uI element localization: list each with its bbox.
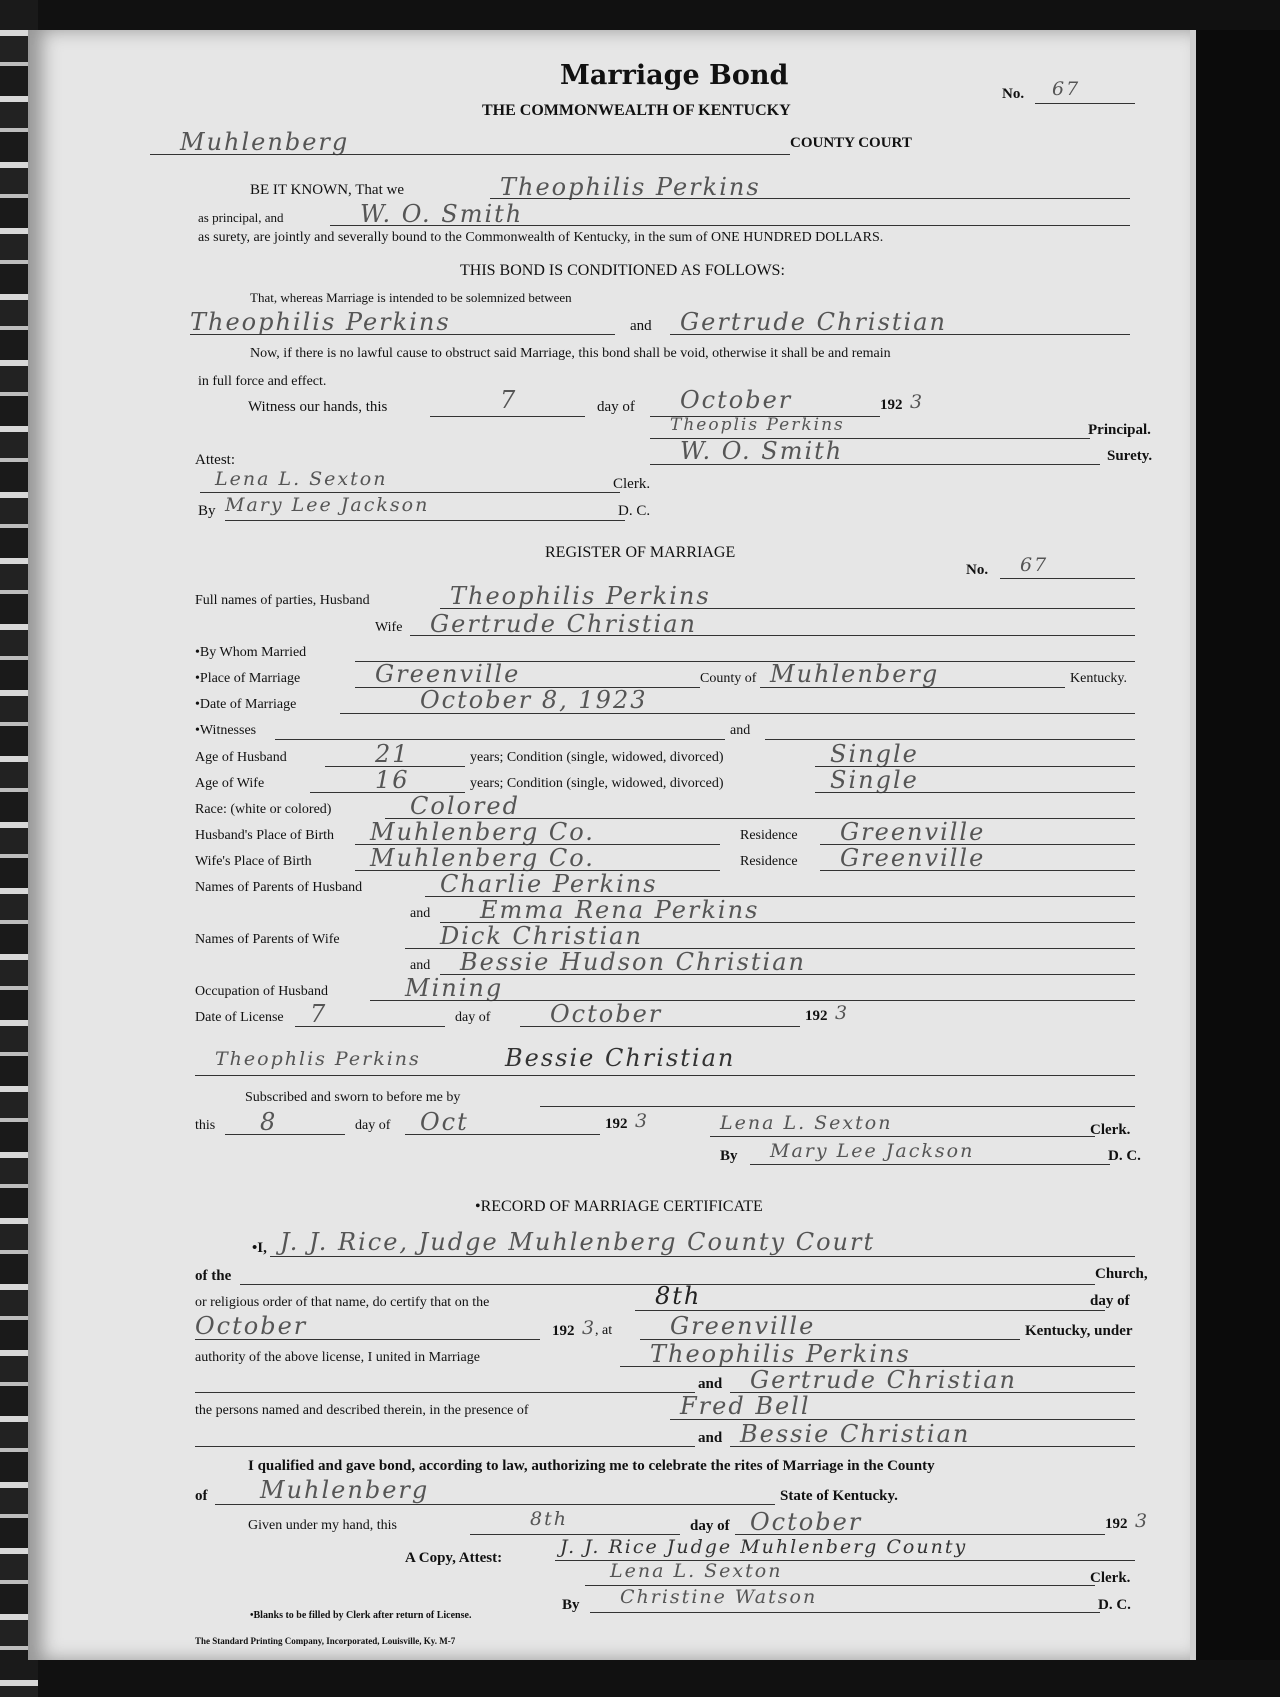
sworn-day-of: day of bbox=[355, 1118, 391, 1133]
footer-printer: The Standard Printing Company, Incorporated, Louisville, Ky. M-7 bbox=[195, 1636, 456, 1646]
register-heading: REGISTER OF MARRIAGE bbox=[545, 544, 736, 561]
parents-wife-and: and bbox=[410, 958, 431, 973]
date-marriage-value: October 8, 1923 bbox=[420, 686, 648, 714]
wife-residence-line bbox=[820, 870, 1135, 871]
cert-given-year-digit: 3 bbox=[1135, 1510, 1150, 1532]
register-dc-label: D. C. bbox=[1108, 1148, 1141, 1164]
register-no-label: No. bbox=[966, 562, 989, 578]
attest-label: Attest: bbox=[195, 452, 235, 468]
witnesses-line1 bbox=[275, 739, 725, 740]
register-dc-line bbox=[750, 1164, 1110, 1165]
license-day-line bbox=[295, 1026, 445, 1027]
race-label: Race: (white or colored) bbox=[195, 802, 332, 817]
cert-by-label: By bbox=[562, 1597, 580, 1613]
register-dc-signature: Mary Lee Jackson bbox=[770, 1140, 975, 1162]
parents-husband-label: Names of Parents of Husband bbox=[195, 880, 363, 895]
occupation-line bbox=[370, 1000, 1135, 1001]
sworn-this-label: this bbox=[195, 1118, 216, 1133]
cert-dc-line bbox=[590, 1612, 1100, 1613]
age-wife-label: Age of Wife bbox=[195, 776, 265, 791]
cert-dc-label: D. C. bbox=[1098, 1597, 1131, 1613]
cert-authority-text: authority of the above license, I united in Marriage bbox=[195, 1350, 480, 1365]
witness-year-prefix: 192 bbox=[880, 397, 903, 413]
bond-party1: Theophilis Perkins bbox=[190, 308, 451, 336]
parents-husband-and: and bbox=[410, 906, 431, 921]
sworn-month-line bbox=[405, 1134, 600, 1135]
cert-witness2-line bbox=[730, 1446, 1135, 1447]
cert-presence-text: the persons named and described therein, in the presence of bbox=[195, 1403, 529, 1418]
age-wife-value: 16 bbox=[375, 766, 410, 794]
cert-day-line bbox=[635, 1310, 1105, 1311]
cert-place: Greenville bbox=[670, 1312, 816, 1340]
cert-month: October bbox=[195, 1312, 308, 1340]
cert-year-prefix: 192 bbox=[552, 1323, 575, 1339]
cert-officiant-line bbox=[270, 1256, 1135, 1257]
witness-label: Witness our hands, this bbox=[248, 399, 388, 415]
cert-blank-line2 bbox=[195, 1446, 695, 1447]
as-principal-label: as principal, and bbox=[198, 210, 284, 225]
county-register-line bbox=[760, 687, 1065, 688]
register-clerk-signature: Lena L. Sexton bbox=[720, 1112, 893, 1134]
witnesses-label: •Witnesses bbox=[195, 723, 257, 738]
now-if-line2: in full force and effect. bbox=[198, 374, 327, 389]
county-court-label: COUNTY COURT bbox=[790, 135, 912, 151]
register-no-line bbox=[1000, 578, 1135, 579]
sworn-day-line bbox=[225, 1134, 345, 1135]
parent-wife-1: Dick Christian bbox=[440, 922, 643, 950]
county-line bbox=[150, 154, 790, 155]
bond-no-label: No. bbox=[1002, 86, 1025, 102]
bond-dc-label: D. C. bbox=[618, 503, 651, 519]
cert-kentucky-under: Kentucky, under bbox=[1025, 1323, 1133, 1339]
cert-party1: Theophilis Perkins bbox=[650, 1340, 911, 1368]
bond-party2: Gertrude Christian bbox=[680, 308, 947, 336]
license-month: October bbox=[550, 1000, 663, 1028]
cert-i-label: •I, bbox=[252, 1240, 267, 1256]
principal-signature: Theoplis Perkins bbox=[670, 415, 845, 435]
bond-by-label: By bbox=[198, 503, 216, 519]
register-signature-2: Bessie Christian bbox=[505, 1044, 736, 1072]
age-husband-label: Age of Husband bbox=[195, 750, 287, 765]
now-if-line1: Now, if there is no lawful cause to obstruct said Marriage, this bond shall be void, otherwise it shall be and remain bbox=[250, 346, 891, 361]
cert-and-label-2: and bbox=[698, 1430, 723, 1446]
sworn-day: 8 bbox=[260, 1108, 278, 1136]
husband-line bbox=[440, 608, 1135, 609]
bond-clerk-label: Clerk. bbox=[613, 476, 651, 492]
sworn-year-digit: 3 bbox=[635, 1110, 650, 1132]
cert-given-day-line bbox=[470, 1534, 680, 1535]
cert-clerk-signature: Lena L. Sexton bbox=[610, 1560, 783, 1582]
wife-condition-line bbox=[815, 792, 1135, 793]
cert-state-label: State of Kentucky. bbox=[780, 1488, 898, 1504]
place-value: Greenville bbox=[375, 660, 521, 688]
race-value: Colored bbox=[410, 792, 520, 820]
official-signature: J. J. Rice Judge Muhlenberg County bbox=[560, 1536, 968, 1558]
whereas-text: That, whereas Marriage is intended to be solemnized between bbox=[250, 290, 572, 305]
husband-birth-label: Husband's Place of Birth bbox=[195, 828, 335, 843]
county-of-label: County of bbox=[700, 671, 757, 686]
cert-at-label: , at bbox=[595, 1323, 613, 1338]
cert-given-day-of: day of bbox=[690, 1518, 730, 1534]
license-year-prefix: 192 bbox=[805, 1008, 828, 1024]
surety-name: W. O. Smith bbox=[360, 200, 524, 228]
sworn-year-prefix: 192 bbox=[605, 1116, 628, 1132]
cert-witness2: Bessie Christian bbox=[740, 1420, 971, 1448]
husband-birth-value: Muhlenberg Co. bbox=[370, 818, 595, 846]
register-signature-line bbox=[195, 1075, 1135, 1076]
subscribed-line bbox=[540, 1106, 1135, 1107]
parent-husband-1: Charlie Perkins bbox=[440, 870, 658, 898]
wife-condition: Single bbox=[830, 766, 919, 794]
cert-dc-signature: Christine Watson bbox=[620, 1586, 818, 1608]
parent-wife-2-line bbox=[440, 974, 1135, 975]
register-signature-1: Theophlis Perkins bbox=[215, 1048, 421, 1070]
register-no-value: 67 bbox=[1020, 554, 1049, 576]
cert-given-year-prefix: 192 bbox=[1105, 1516, 1128, 1532]
principal-label: Principal. bbox=[1088, 422, 1151, 438]
witness-month: October bbox=[680, 386, 793, 414]
occupation-value: Mining bbox=[405, 974, 504, 1002]
surety-line bbox=[330, 225, 1130, 226]
cert-given-month: October bbox=[750, 1508, 863, 1536]
wife-residence-label: Residence bbox=[740, 854, 798, 869]
license-year-digit: 3 bbox=[835, 1002, 850, 1024]
date-marriage-label: •Date of Marriage bbox=[195, 697, 297, 712]
copy-attest-label: A Copy, Attest: bbox=[405, 1550, 503, 1566]
be-it-known-label: BE IT KNOWN, That we bbox=[250, 182, 404, 198]
bond-dc-signature: Mary Lee Jackson bbox=[225, 494, 430, 516]
bond-dc-line bbox=[225, 520, 625, 521]
conditioned-heading: THIS BOND IS CONDITIONED AS FOLLOWS: bbox=[460, 262, 785, 279]
cert-church-label: Church, bbox=[1095, 1266, 1148, 1282]
cert-blank-line1 bbox=[195, 1392, 695, 1393]
wife-birth-value: Muhlenberg Co. bbox=[370, 844, 595, 872]
bond-and-label: and bbox=[630, 318, 652, 334]
surety-signature: W. O. Smith bbox=[680, 437, 844, 465]
bond-party2-line bbox=[670, 334, 1130, 335]
witness-year-digit: 3 bbox=[910, 391, 925, 413]
principal-line bbox=[490, 198, 1130, 199]
full-names-label: Full names of parties, Husband bbox=[195, 593, 370, 608]
age-husband-value: 21 bbox=[375, 740, 410, 768]
license-month-line bbox=[520, 1026, 800, 1027]
by-whom-label: •By Whom Married bbox=[195, 645, 307, 660]
husband-residence-label: Residence bbox=[740, 828, 798, 843]
facing-page-edge bbox=[1190, 30, 1280, 1660]
wife-line bbox=[410, 635, 1135, 636]
place-label: •Place of Marriage bbox=[195, 671, 301, 686]
register-clerk-line bbox=[710, 1136, 1095, 1137]
cert-qualified-text: I qualified and gave bond, according to law, authorizing me to celebrate the rites of Marriage in the County bbox=[248, 1458, 935, 1474]
cert-day-of: day of bbox=[1090, 1293, 1130, 1309]
wife-residence-value: Greenville bbox=[840, 844, 986, 872]
witness-day: 7 bbox=[500, 386, 518, 414]
wife-label: Wife bbox=[375, 620, 403, 635]
wife-name: Gertrude Christian bbox=[430, 610, 697, 638]
witness-day-of: day of bbox=[597, 399, 635, 415]
bond-clerk-line bbox=[200, 492, 620, 493]
cert-party2: Gertrude Christian bbox=[750, 1366, 1017, 1394]
surety-label: Surety. bbox=[1107, 448, 1153, 464]
facing-page-sliver bbox=[1190, 30, 1196, 1660]
cert-officiant: J. J. Rice, Judge Muhlenberg County Court bbox=[280, 1228, 876, 1256]
surety-sig-line bbox=[650, 464, 1100, 465]
date-marriage-line bbox=[340, 713, 1135, 714]
license-day: 7 bbox=[310, 1000, 328, 1028]
kentucky-label: Kentucky. bbox=[1070, 671, 1128, 686]
bond-no-value: 67 bbox=[1052, 78, 1081, 100]
bond-clerk-signature: Lena L. Sexton bbox=[215, 468, 388, 490]
subscribed-label: Subscribed and sworn to before me by bbox=[245, 1090, 461, 1105]
cert-witness1: Fred Bell bbox=[680, 1392, 811, 1420]
cert-of-the-label: of the bbox=[195, 1268, 232, 1284]
husband-residence-value: Greenville bbox=[840, 818, 986, 846]
license-day-of: day of bbox=[455, 1010, 491, 1025]
register-clerk-label: Clerk. bbox=[1090, 1122, 1131, 1138]
cert-and-label: and bbox=[698, 1376, 723, 1392]
cert-county-line bbox=[215, 1504, 775, 1505]
parent-wife-2: Bessie Hudson Christian bbox=[460, 948, 806, 976]
witnesses-line2 bbox=[765, 739, 1135, 740]
certificate-heading: •RECORD OF MARRIAGE CERTIFICATE bbox=[475, 1198, 763, 1215]
cert-year-digit: 3 bbox=[582, 1317, 597, 1339]
cert-of-label: of bbox=[195, 1488, 208, 1504]
cert-county: Muhlenberg bbox=[260, 1476, 430, 1504]
parent-husband-2: Emma Rena Perkins bbox=[480, 896, 760, 924]
wife-birth-label: Wife's Place of Birth bbox=[195, 854, 312, 869]
cert-religious-text: or religious order of that name, do certify that on the bbox=[195, 1295, 490, 1310]
husband-name: Theophilis Perkins bbox=[450, 582, 711, 610]
cert-day: 8th bbox=[655, 1282, 702, 1310]
occupation-label: Occupation of Husband bbox=[195, 984, 328, 999]
register-by-label: By bbox=[720, 1148, 738, 1164]
cert-given-month-line bbox=[735, 1534, 1105, 1535]
surety-clause: as surety, are jointly and severally bound to the Commonwealth of Kentucky, in the sum of ONE HUNDRED DOLLARS. bbox=[198, 230, 884, 245]
principal-name: Theophilis Perkins bbox=[500, 173, 761, 201]
witnesses-and: and bbox=[730, 723, 751, 738]
county-value-register: Muhlenberg bbox=[770, 660, 940, 688]
sworn-month: Oct bbox=[420, 1108, 469, 1136]
cert-given-label: Given under my hand, this bbox=[248, 1518, 397, 1533]
document-title: Marriage Bond bbox=[560, 60, 789, 91]
cert-given-day: 8th bbox=[530, 1508, 568, 1530]
condition-wife-label: years; Condition (single, widowed, divorced) bbox=[470, 776, 724, 791]
parents-wife-label: Names of Parents of Wife bbox=[195, 932, 340, 947]
document-subtitle: THE COMMONWEALTH OF KENTUCKY bbox=[482, 102, 791, 119]
cert-month-line bbox=[195, 1339, 540, 1340]
bond-no-line bbox=[1035, 103, 1135, 104]
condition-husband-label: years; Condition (single, widowed, divorced) bbox=[470, 750, 724, 765]
witness-day-line bbox=[430, 416, 585, 417]
county-value: Muhlenberg bbox=[180, 128, 350, 156]
footer-note: •Blanks to be filled by Clerk after return of License. bbox=[250, 1610, 472, 1621]
bond-party1-line bbox=[190, 334, 615, 335]
cert-clerk-label: Clerk. bbox=[1090, 1570, 1131, 1586]
husband-condition: Single bbox=[830, 740, 919, 768]
document-page bbox=[28, 30, 1190, 1660]
license-label: Date of License bbox=[195, 1010, 284, 1025]
